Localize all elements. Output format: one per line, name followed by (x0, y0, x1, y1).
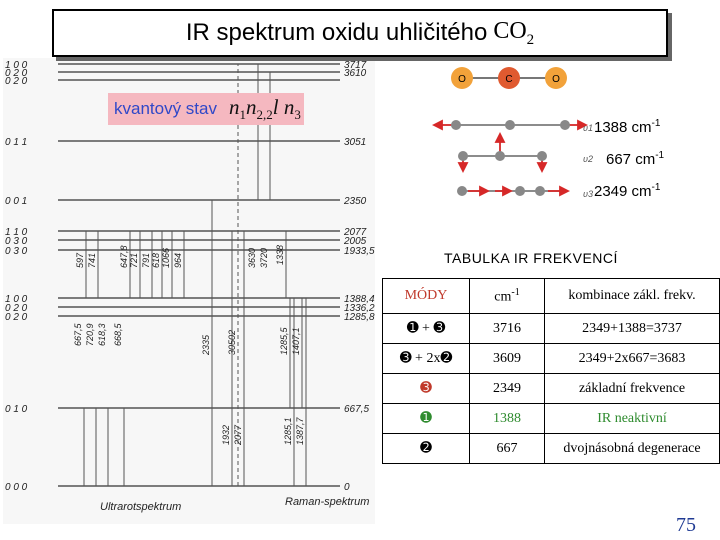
title-text: IR spektrum oxidu uhličitého (185, 19, 488, 46)
quantum-state-legend (108, 93, 304, 125)
level-energy-label: 2005 (344, 236, 367, 247)
level-energy-label: 2077 (344, 227, 367, 238)
level-energy-label: 1388,4 (344, 294, 375, 305)
level-quantum-label: 0 2 0 (5, 76, 28, 87)
level-energy-label: 1285,8 (344, 312, 375, 323)
combination-cell: 2349+1388=3737 (545, 314, 720, 344)
combination-cell: IR neaktivní (545, 404, 720, 434)
raman-transition-label: 1387,7 (295, 417, 305, 445)
combination-cell: 2349+2x667=3683 (545, 344, 720, 374)
svg-text:υ1: υ1 (583, 123, 593, 133)
frequency-cell: 667 (470, 434, 545, 464)
mode-cell: ➌ + 2x➋ (383, 344, 470, 374)
mode-cell: ➊ (383, 404, 470, 434)
combination-cell: dvojnásobná degenerace (545, 434, 720, 464)
ir-transition-label: 667,5 (73, 323, 83, 346)
ir-transition-label: 668,5 (113, 323, 123, 346)
ir-transition-label: 2077 (233, 424, 243, 445)
raman-transition-label: 1407,1 (291, 327, 301, 355)
level-quantum-label: 0 2 0 (5, 68, 28, 79)
level-quantum-label: 0 0 0 (5, 482, 28, 493)
level-quantum-label: 1 1 0 (5, 227, 28, 238)
page-title (52, 9, 668, 57)
level-quantum-label: 1 0 0 (5, 60, 28, 71)
mode-1-drawing (434, 120, 586, 130)
frequency-cell: 2349 (470, 374, 545, 404)
level-quantum-label: 0 3 0 (5, 246, 28, 257)
mode-2-drawing (458, 134, 547, 171)
combination-cell: základní frekvence (545, 374, 720, 404)
ir-transition-label: 618,3 (97, 323, 107, 346)
legend-label: kvantový stav (114, 99, 217, 118)
mode-cell: ➌ (383, 374, 470, 404)
ir-transition-label: 3630 (247, 247, 257, 268)
level-quantum-label: 0 2 0 (5, 312, 28, 323)
ir-transition-label: 597 (75, 252, 85, 268)
co2-molecule (451, 67, 567, 89)
frequency-table (382, 278, 720, 464)
legend-quantum-numbers: $n_1n_{2,2}l$ $n_3$ (229, 94, 301, 123)
header-wavenumber: $cm^{-1}$ (470, 279, 545, 314)
atom-label: C (505, 74, 513, 85)
atom-label: O (552, 74, 560, 85)
ir-transition-label: 2335 (201, 334, 211, 355)
level-energy-label: 2350 (344, 196, 367, 207)
ultrarot-spektrum-label: Ultrarotspektrum (100, 501, 182, 513)
diagram-background (3, 58, 375, 524)
level-energy-label: 1933,5 (344, 246, 375, 257)
mode-2-frequency: 667 $cm^{-1}$ (606, 150, 665, 168)
ir-transition-label: 964 (173, 252, 183, 268)
raman-transition-label: 1338 (275, 244, 285, 265)
mode-1-frequency: 1388 $cm^{-1}$ (594, 118, 661, 136)
level-energy-label: 1336,2 (344, 303, 375, 314)
level-energy-label: 0 (344, 482, 350, 493)
level-energy-label: 3717 (344, 60, 367, 71)
frequency-cell: 1388 (470, 404, 545, 434)
ir-transition-label: 3720 (259, 247, 269, 268)
svg-text:υ3: υ3 (583, 189, 593, 199)
atom-label: O (458, 74, 466, 85)
frequency-cell: 3609 (470, 344, 545, 374)
ir-transition-label: 1932 (221, 424, 231, 445)
table-row (383, 404, 720, 434)
level-energy-label: 3051 (344, 137, 367, 148)
ir-transition-label: 1066 (161, 247, 171, 268)
ir-transition-label: 741 (87, 252, 97, 268)
svg-text:υ2: υ2 (583, 154, 593, 164)
level-quantum-label: 0 3 0 (5, 236, 28, 247)
page-number: 75 (676, 514, 696, 536)
title-formula: $CO_2$ (493, 17, 535, 48)
ir-transition-label: 721 (129, 252, 139, 268)
mode-3-drawing (457, 186, 568, 196)
frequency-cell: 3716 (470, 314, 545, 344)
level-quantum-label: 0 1 1 (5, 137, 28, 148)
raman-transition-label: 1285,1 (283, 417, 293, 445)
mode-3-frequency: 2349 $cm^{-1}$ (594, 182, 661, 200)
level-energy-label: 3610 (344, 68, 367, 79)
mode-cell: ➊ + ➌ (383, 314, 470, 344)
level-quantum-label: 0 1 0 (5, 404, 28, 415)
level-energy-label: 667,5 (344, 404, 370, 415)
mode-cell: ➋ (383, 434, 470, 464)
level-quantum-label: 0 2 0 (5, 303, 28, 314)
table-row (383, 344, 720, 374)
raman-spektrum-label: Raman-spektrum (285, 496, 370, 508)
ir-transition-label: 618 (151, 252, 161, 268)
ir-transition-label: 647,8 (119, 245, 129, 268)
ir-transition-label: 30502 (227, 329, 237, 355)
raman-transition-label: 1285,5 (279, 327, 289, 355)
table-row (383, 314, 720, 344)
table-header-row (383, 279, 720, 314)
table-row (383, 434, 720, 464)
header-modes: MÓDY (383, 279, 470, 314)
level-quantum-label: 1 0 0 (5, 294, 28, 305)
ir-transition-label: 791 (141, 252, 151, 268)
header-combination: kombinace zákl. frekv. (545, 279, 720, 314)
level-quantum-label: 0 0 1 (5, 196, 28, 207)
ir-transition-label: 720,9 (85, 323, 95, 346)
table-row (383, 374, 720, 404)
table-title: TABULKA IR FREKVENCÍ (444, 250, 618, 266)
